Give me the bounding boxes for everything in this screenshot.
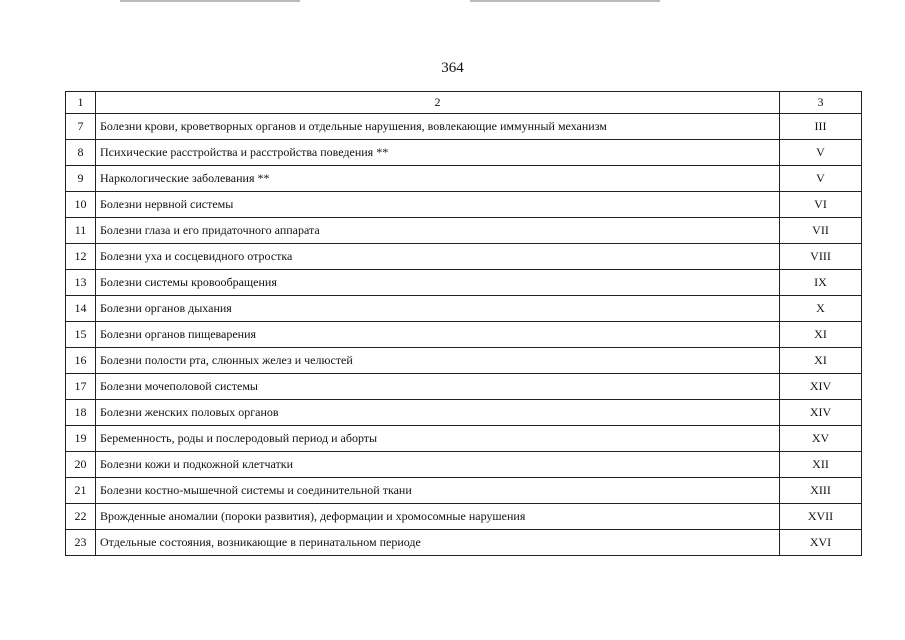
table-row: [66, 322, 862, 348]
disease-class-name-cell: Болезни уха и сосцевидного отростка: [96, 244, 780, 270]
table-header-row: [66, 92, 862, 114]
disease-class-name-cell: Болезни костно-мышечной системы и соединительной ткани: [96, 478, 780, 504]
row-number-cell: 10: [66, 192, 96, 218]
disease-class-name-cell: Отдельные состояния, возникающие в перинатальном периоде: [96, 530, 780, 556]
page-number: 364: [441, 60, 464, 76]
row-number-cell: 23: [66, 530, 96, 556]
disease-class-name-cell: Болезни крови, кроветворных органов и отдельные нарушения, вовлекающие иммунный механизм: [96, 114, 780, 140]
table-row: [66, 218, 862, 244]
table-row: [66, 244, 862, 270]
icd-class-cell: XIII: [780, 478, 862, 504]
icd-class-cell: XI: [780, 322, 862, 348]
table-row: [66, 348, 862, 374]
icd-class-cell: VII: [780, 218, 862, 244]
header-cell-1: 1: [66, 92, 96, 114]
table-row: [66, 530, 862, 556]
table-row: [66, 374, 862, 400]
icd-class-cell: III: [780, 114, 862, 140]
row-number-cell: 19: [66, 426, 96, 452]
icd-class-cell: X: [780, 296, 862, 322]
row-number-cell: 9: [66, 166, 96, 192]
disease-class-name-cell: Психические расстройства и расстройства поведения **: [96, 140, 780, 166]
disease-class-name-cell: Болезни полости рта, слюнных желез и челюстей: [96, 348, 780, 374]
icd-class-cell: XVII: [780, 504, 862, 530]
disease-class-name-cell: Болезни глаза и его придаточного аппарата: [96, 218, 780, 244]
row-number-cell: 12: [66, 244, 96, 270]
scan-edge-mark: [120, 0, 300, 2]
row-number-cell: 15: [66, 322, 96, 348]
table-row: [66, 452, 862, 478]
table-row: [66, 166, 862, 192]
disease-class-name-cell: Врожденные аномалии (пороки развития), деформации и хромосомные нарушения: [96, 504, 780, 530]
icd-class-cell: V: [780, 166, 862, 192]
row-number-cell: 18: [66, 400, 96, 426]
icd-class-cell: VI: [780, 192, 862, 218]
row-number-cell: 13: [66, 270, 96, 296]
icd-class-cell: V: [780, 140, 862, 166]
disease-class-name-cell: Болезни системы кровообращения: [96, 270, 780, 296]
icd-class-cell: VIII: [780, 244, 862, 270]
disease-class-name-cell: Болезни органов дыхания: [96, 296, 780, 322]
icd-class-cell: XIV: [780, 374, 862, 400]
scan-edge-mark: [470, 0, 660, 2]
disease-class-name-cell: Болезни кожи и подкожной клетчатки: [96, 452, 780, 478]
disease-class-name-cell: Беременность, роды и послеродовый период и аборты: [96, 426, 780, 452]
disease-class-name-cell: Наркологические заболевания **: [96, 166, 780, 192]
table-row: [66, 426, 862, 452]
row-number-cell: 8: [66, 140, 96, 166]
icd-class-cell: IX: [780, 270, 862, 296]
disease-class-name-cell: Болезни женских половых органов: [96, 400, 780, 426]
row-number-cell: 14: [66, 296, 96, 322]
table-row: [66, 504, 862, 530]
table-row: [66, 270, 862, 296]
icd-class-cell: XIV: [780, 400, 862, 426]
disease-class-name-cell: Болезни нервной системы: [96, 192, 780, 218]
row-number-cell: 7: [66, 114, 96, 140]
disease-class-name-cell: Болезни органов пищеварения: [96, 322, 780, 348]
icd-class-cell: XVI: [780, 530, 862, 556]
table-row: [66, 114, 862, 140]
icd-class-cell: XI: [780, 348, 862, 374]
row-number-cell: 11: [66, 218, 96, 244]
row-number-cell: 16: [66, 348, 96, 374]
table-row: [66, 478, 862, 504]
table-row: [66, 296, 862, 322]
table-row: [66, 140, 862, 166]
row-number-cell: 17: [66, 374, 96, 400]
header-cell-2: 2: [96, 92, 780, 114]
row-number-cell: 21: [66, 478, 96, 504]
disease-class-name-cell: Болезни мочеполовой системы: [96, 374, 780, 400]
row-number-cell: 20: [66, 452, 96, 478]
table-row: [66, 400, 862, 426]
header-cell-3: 3: [780, 92, 862, 114]
row-number-cell: 22: [66, 504, 96, 530]
icd-class-cell: XII: [780, 452, 862, 478]
icd-class-cell: XV: [780, 426, 862, 452]
table-row: [66, 192, 862, 218]
disease-class-table: [65, 91, 862, 556]
